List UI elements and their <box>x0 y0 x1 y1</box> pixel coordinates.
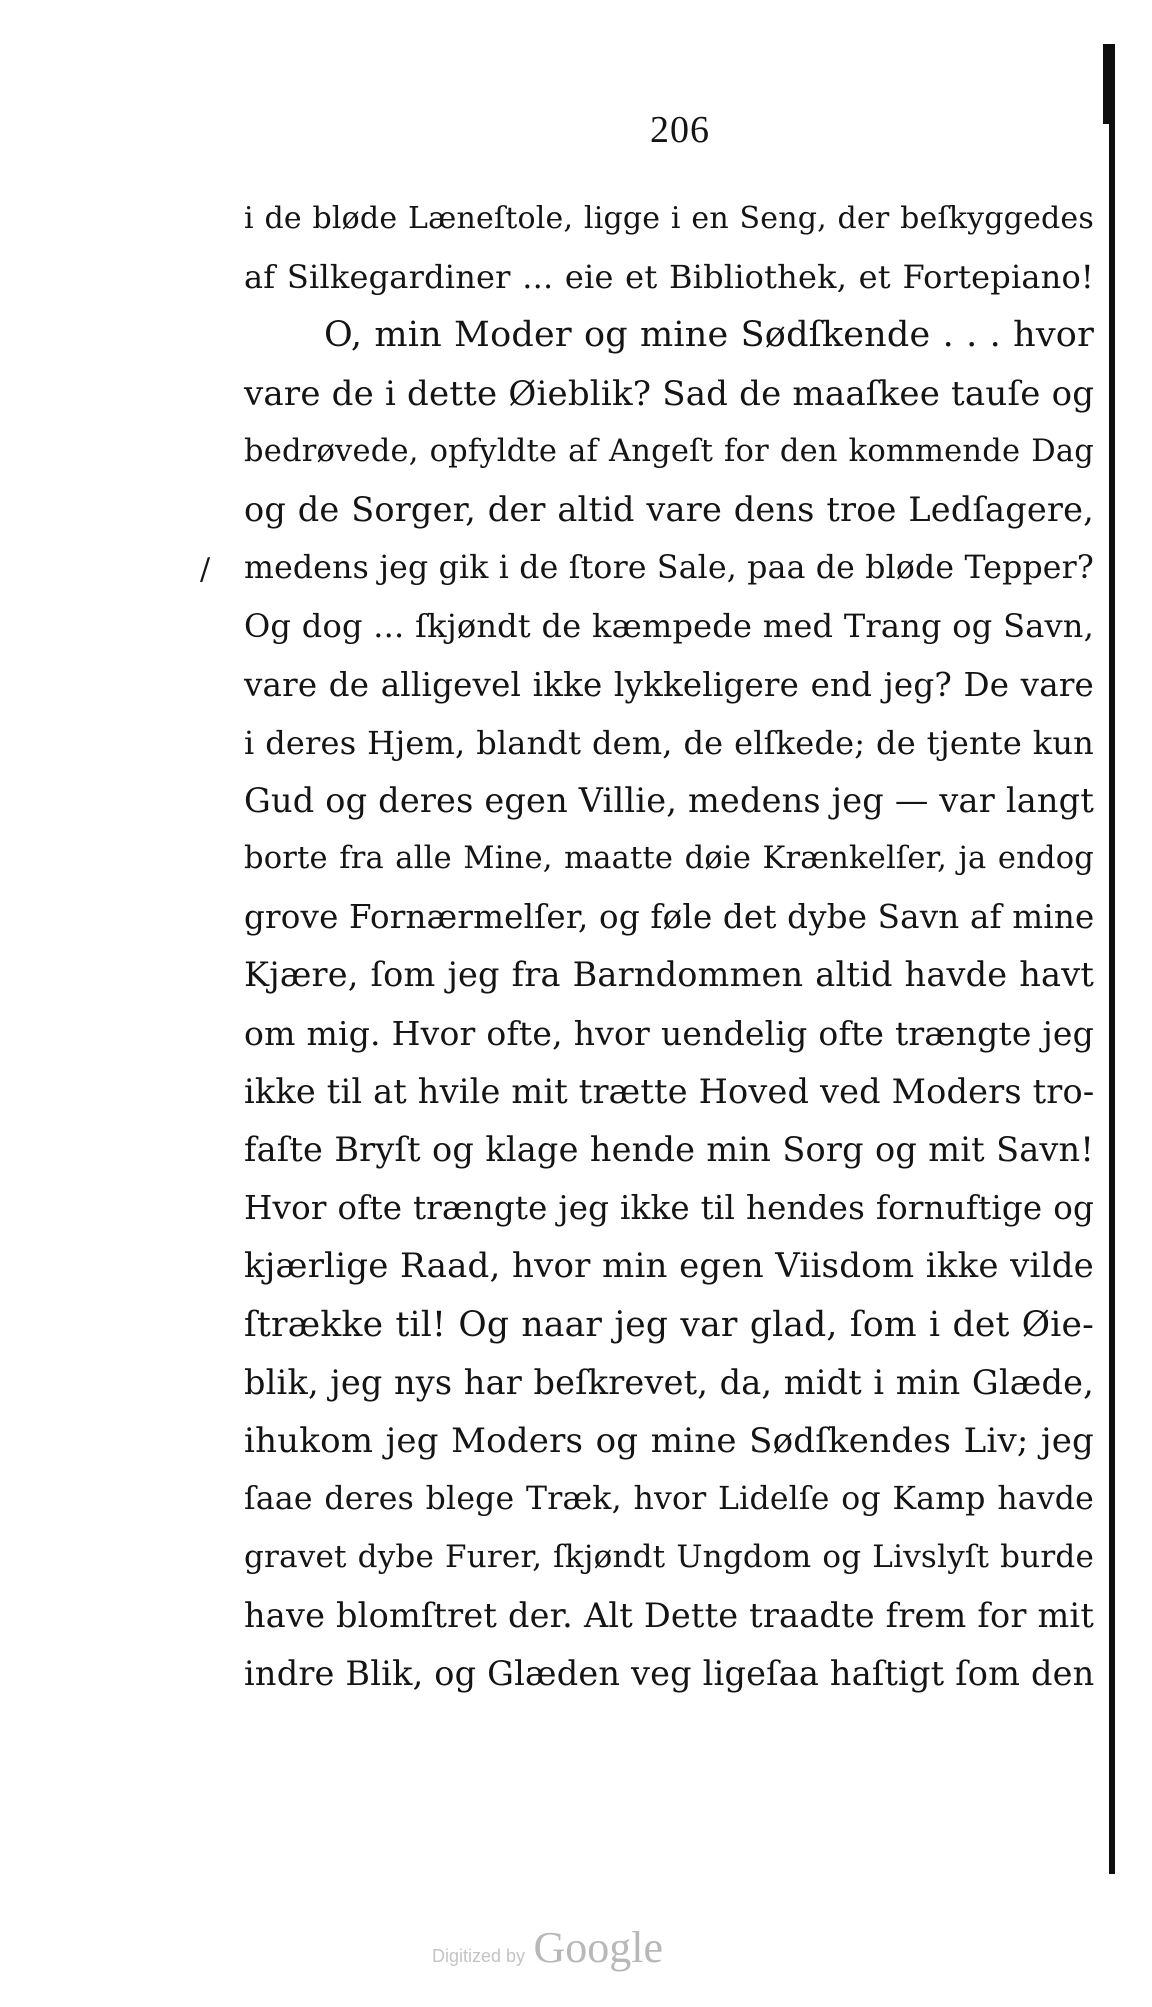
text-line: bedrøvede, opfyldte af Angeſt for den kommende Dag <box>244 433 1094 469</box>
text-line: borte fra alle Mine, maatte døie Krænkelſer, ja endog <box>244 841 1094 877</box>
text-line: faſte Bryſt og klage hende min Sorg og mit Savn! <box>244 1130 1094 1169</box>
text-line: Og dog ... ſkjøndt de kæmpede med Trang og Savn, <box>244 607 1094 646</box>
text-line: indre Blik, og Glæden veg ligeſaa haſtigt ſom den <box>244 1653 1095 1693</box>
text-line: ſtrække til! Og naar jeg var glad, ſom i det Øie- <box>244 1304 1094 1345</box>
text-line: Gud og deres egen Villie, medens jeg — var langt <box>244 780 1094 820</box>
text-line: kjærlige Raad, hvor min egen Viisdom ikke vilde <box>244 1246 1094 1287</box>
digitized-label: Digitized by <box>432 1946 526 1966</box>
text-line: og de Sorger, der altid vare dens troe Ledſagere, <box>244 489 1094 529</box>
text-line: grove Fornærmelſer, og føle det dybe Savn af mine <box>244 898 1095 937</box>
text-line: O, min Moder og mine Sødſkende . . . hvor <box>324 315 1094 356</box>
text-line: i de bløde Læneſtole, ligge i en Seng, der beſkyggedes <box>244 201 1094 236</box>
text-line: vare de i dette Øieblik? Sad de maaſkee tauſe og <box>244 373 1095 414</box>
text-line: Kjære, ſom jeg fra Barndommen altid havde havt <box>244 955 1094 995</box>
page-number: 206 <box>650 109 710 151</box>
text-line: i deres Hjem, blandt dem, de elſkede; de tjente kun <box>244 723 1094 762</box>
google-logo: Google <box>533 1923 664 1972</box>
text-line: gravet dybe Furer, ſkjøndt Ungdom og Livslyſt burde <box>244 1539 1094 1576</box>
binding-edge-rule <box>1109 44 1115 1874</box>
text-line: Hvor ofte trængte jeg ikke til hendes fornuftige og <box>244 1189 1094 1228</box>
text-line: have blomſtret der. Alt Dette traadte frem for mit <box>244 1595 1094 1635</box>
body-text <box>244 190 1094 1703</box>
digitized-watermark <box>432 1922 663 1973</box>
margin-mark: / <box>200 552 211 587</box>
text-line: om mig. Hvor ofte, hvor uendelig ofte trængte jeg <box>244 1013 1094 1053</box>
text-line: af Silkegardiner ... eie et Bibliothek, et Fortepiano! <box>244 258 1094 297</box>
text-line: ikke til at hvile mit trætte Hoved ved Moders tro- <box>244 1071 1095 1111</box>
text-line: medens jeg gik i de ſtore Sale, paa de bløde Tepper? <box>244 550 1094 587</box>
text-line: vare de alligevel ikke lykkeligere end jeg? De vare <box>244 665 1094 704</box>
text-line: blik, jeg nys har beſkrevet, da, midt i min Glæde, <box>244 1362 1094 1402</box>
text-line: ihukom jeg Moders og mine Sødſkendes Liv; jeg <box>244 1420 1094 1461</box>
text-line: ſaae deres blege Træk, hvor Lidelſe og Kamp havde <box>244 1481 1094 1518</box>
